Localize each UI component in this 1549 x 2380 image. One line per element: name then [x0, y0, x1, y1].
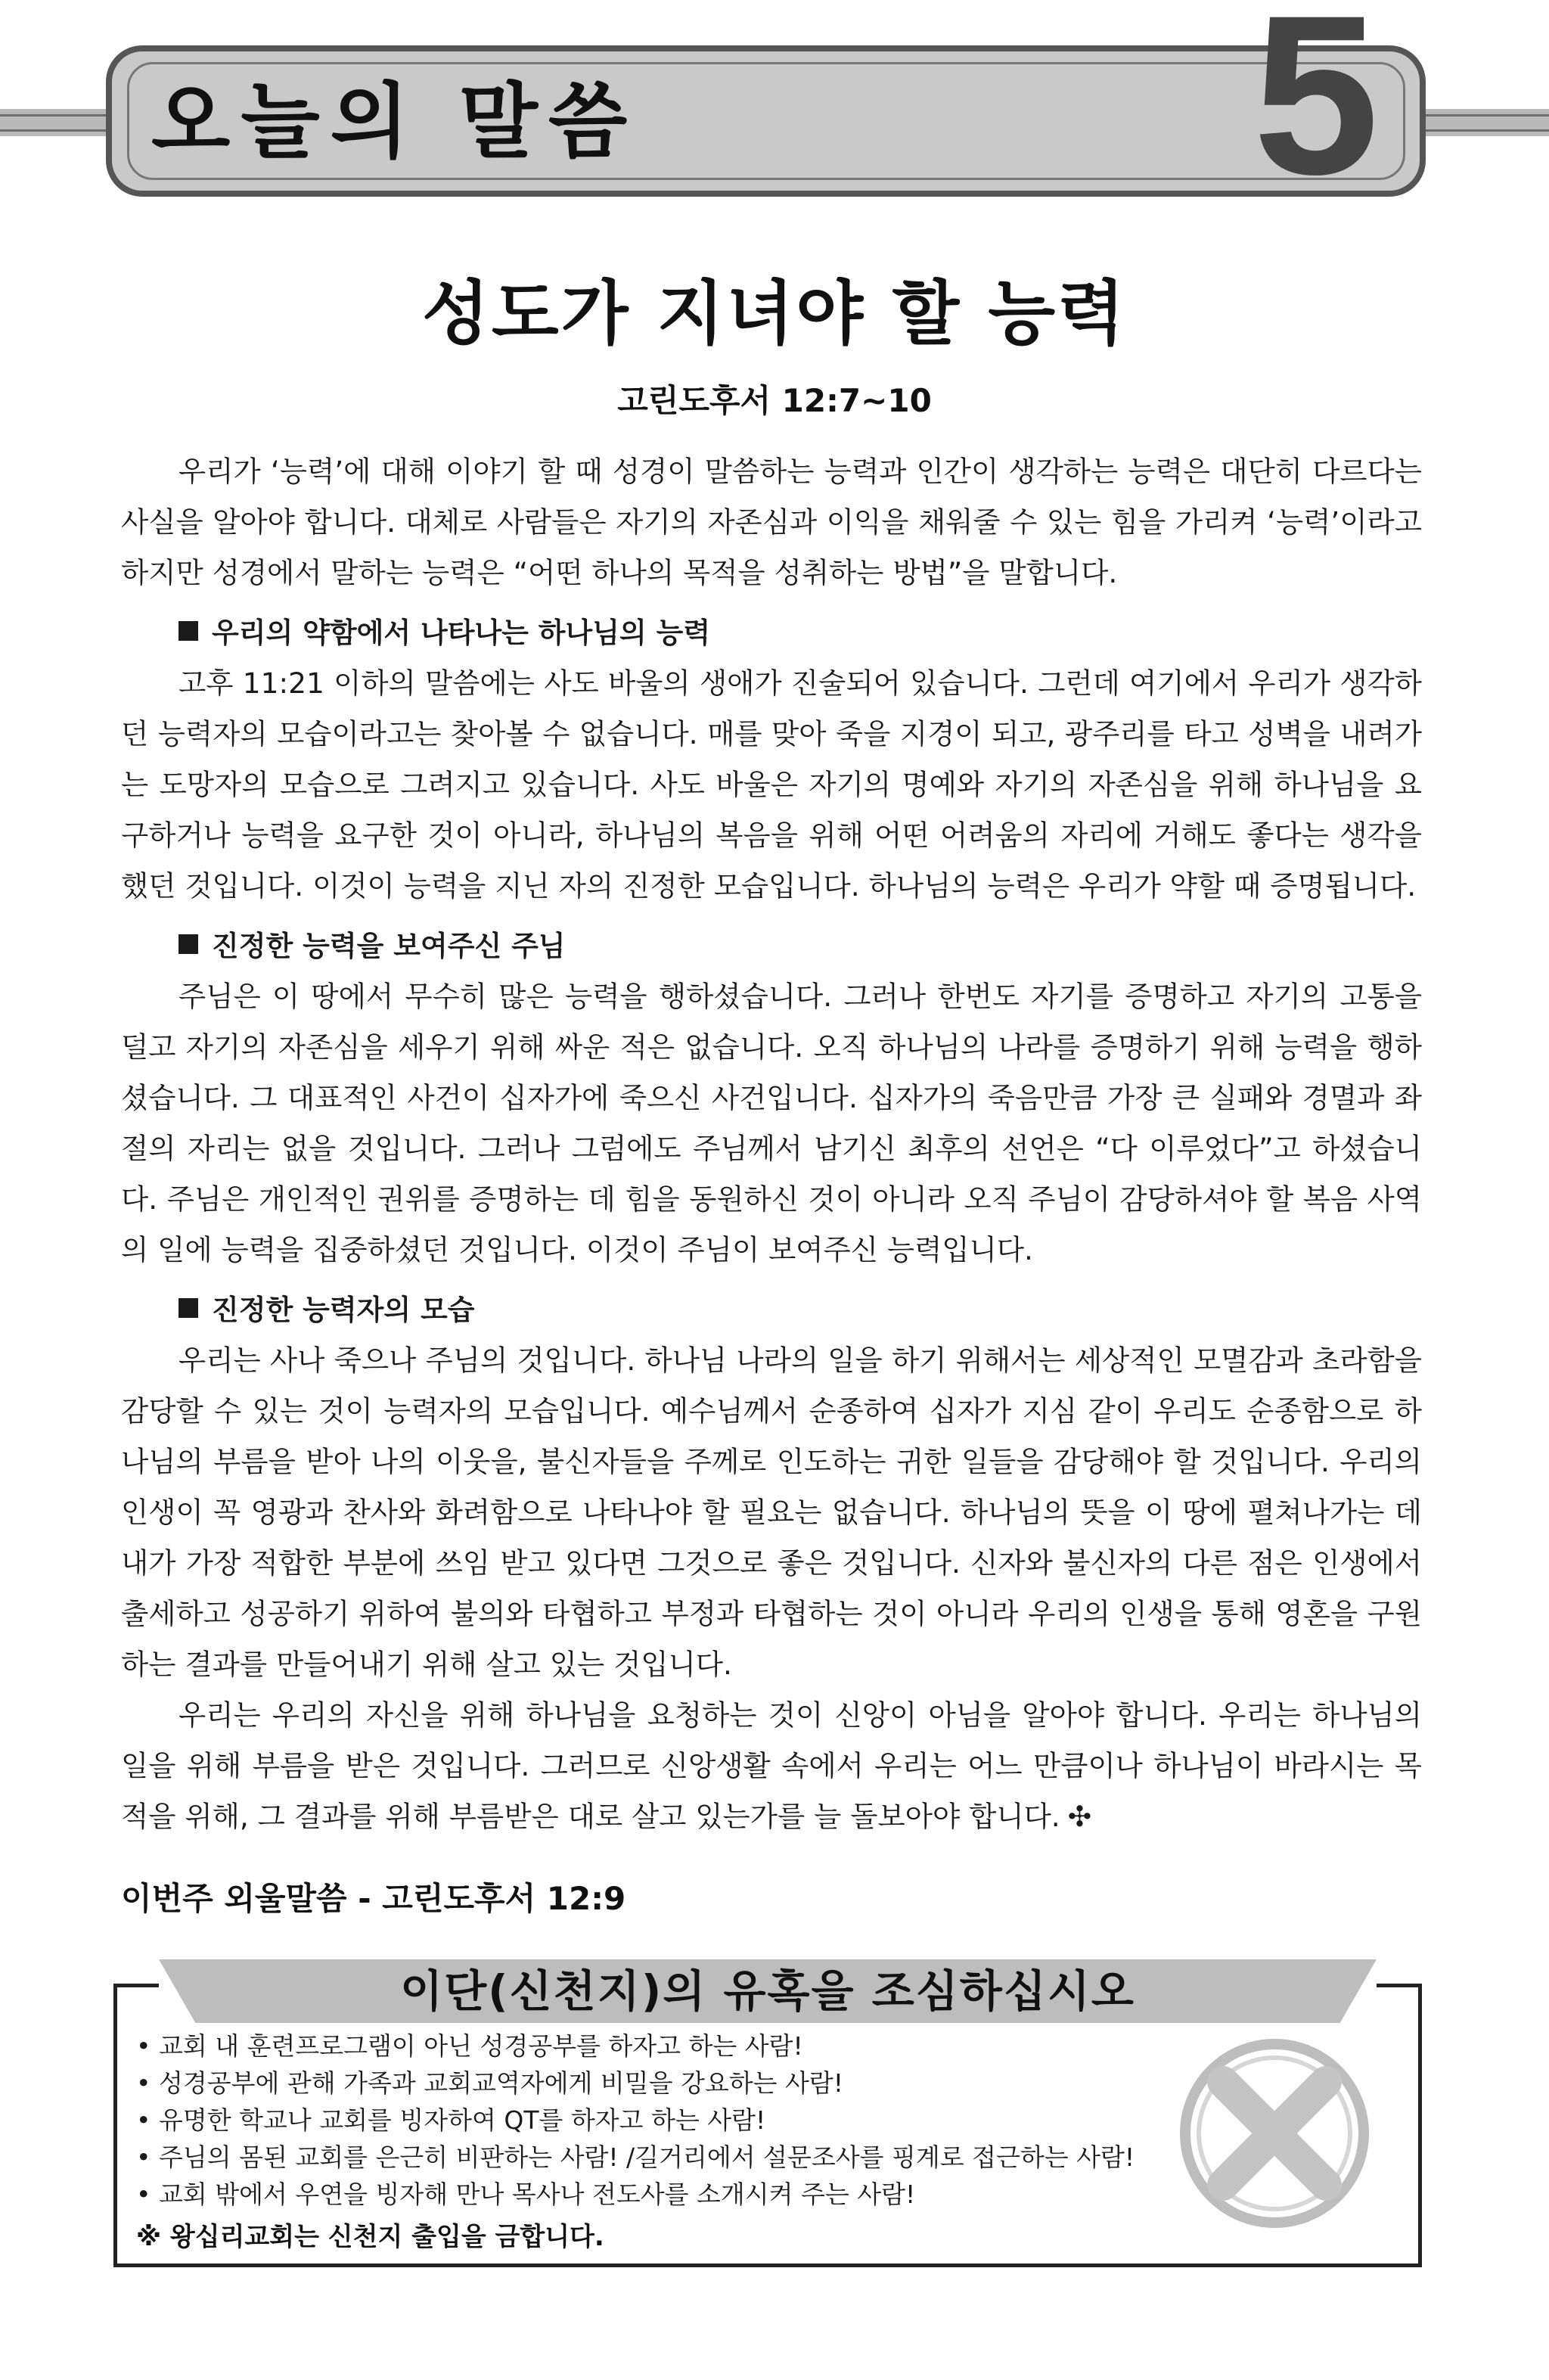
section-heading-text: 진정한 능력을 보여주신 주님 [212, 930, 566, 962]
square-bullet-icon [178, 934, 198, 954]
section-heading-1 [121, 607, 1422, 658]
warning-item: • 유명한 학교나 교회를 빙자하여 QT를 하자고 하는 사람! [136, 2102, 1392, 2139]
square-bullet-icon [178, 621, 198, 641]
section-3-paragraph-1: 우리는 사나 죽으나 주님의 것입니다. 하나님 나라의 일을 하기 위해서는 세상적인 모멸감과 초라함을 감당할 수 있는 것이 능력자의 모습입니다. 예수님께서 순종하여 십자가 지심 같이 우리도 순종함으로 하나님의 부름을 받아 나의 이웃을, 불신자들을 주께로 인도하는 귀한 일들을 감당해야 할 것입니다. 우리의 인생이 꼭 영광과 찬사와 화려함으로 나타나야 할 필요는 없습니다. 하나님의 뜻을 이 땅에 펼쳐나가는 데 내가 가장 적합한 부분에 쓰임 받고 있다면 그것으로 좋은 것입니다. 신자와 불신자의 다른 점은 인생에서 출세하고 성공하기 위하여 불의와 타협하고 부정과 타협하는 것이 아니라 우리의 인생을 통해 영혼을 구원하는 결과를 만들어내기 위해 살고 있는 것입니다. [121, 1344, 1422, 1681]
section-2-paragraph: 주님은 이 땅에서 무수히 많은 능력을 행하셨습니다. 그러나 한번도 자기를 증명하고 자기의 고통을 덜고 자기의 자존심을 세우기 위해 싸운 적은 없습니다. 오직 하나님의 나라를 증명하기 위해 능력을 행하셨습니다. 그 대표적인 사건이 십자가에 죽으신 사건입니다. 십자가의 죽음만큼 가장 큰 실패와 경멸과 좌절의 자리는 없을 것입니다. 그러나 그럼에도 주님께서 남기신 최후의 선언은 “다 이루었다”고 하셨습니다. 주님은 개인적인 권위를 증명하는 데 힘을 동원하신 것이 아니라 오직 주님이 감당하셔야 할 복음 사역의 일에 능력을 집중하셨던 것입니다. 이것이 주님이 보여주신 능력입니다. [121, 980, 1422, 1266]
warning-box-top-left [113, 1984, 159, 1987]
intro-paragraph: 우리가 ‘능력’에 대해 이야기 할 때 성경이 말씀하는 능력과 인간이 생각하는 능력은 대단히 다르다는 사실을 알아야 합니다. 대체로 사람들은 자기의 자존심과 이익을 채워줄 수 있는 힘을 가리켜 ‘능력’이라고 하지만 성경에서 말하는 능력은 “어떤 하나의 목적을 성취하는 방법”을 말합니다. [121, 455, 1422, 589]
warning-item: • 주님의 몸된 교회를 은근히 비판하는 사람! /길거리에서 설문조사를 핑계로 접근하는 사람! [136, 2139, 1392, 2176]
section-heading-text: 우리의 약함에서 나타나는 하나님의 능력 [212, 617, 711, 649]
sermon-title: 성도가 지녀야 할 능력 [422, 273, 1127, 354]
sermon-body [121, 446, 1422, 1842]
warning-box-top-right [1377, 1984, 1422, 1987]
section-title: 오늘의 말씀 [151, 75, 638, 169]
section-3-paragraph-2 [121, 1690, 1422, 1842]
warning-title: 이단(신천지)의 유혹을 조심하십시오 [400, 1965, 1135, 2017]
warning-item: • 교회 밖에서 우연을 빙자해 만나 목사나 전도사를 소개시켜 주는 사람! [136, 2176, 1392, 2213]
section-heading-3 [121, 1285, 1422, 1335]
closing-text: 우리는 우리의 자신을 위해 하나님을 요청하는 것이 신앙이 아님을 알아야 합니다. 우리는 하나님의 일을 위해 부름을 받은 것입니다. 그러므로 신앙생활 속에서 우리는 어느 만큼이나 하나님이 바라시는 목적을 위해, 그 결과를 위해 부름받은 대로 살고 있는가를 늘 돌보아야 합니다. [121, 1698, 1422, 1833]
end-mark-icon: ✣ [1067, 1800, 1092, 1833]
page-number: 5 [1253, 0, 1380, 222]
warning-list [136, 2027, 1392, 2213]
square-bullet-icon [178, 1298, 198, 1318]
warning-item: • 성경공부에 관해 가족과 교회교역자에게 비밀을 강요하는 사람! [136, 2065, 1392, 2102]
scripture-reference: 고린도후서 12:7~10 [617, 382, 932, 419]
church-notice: ※ 왕십리교회는 신천지 출입을 금합니다. [136, 2222, 604, 2252]
memory-verse: 이번주 외울말씀 - 고린도후서 12:9 [121, 1880, 626, 1917]
warning-item: • 교회 내 훈련프로그램이 아닌 성경공부를 하자고 하는 사람! [136, 2027, 1392, 2065]
section-heading-2 [121, 921, 1422, 971]
section-1-paragraph: 고후 11:21 이하의 말씀에는 사도 바울의 생애가 진술되어 있습니다. 그런데 여기에서 우리가 생각하던 능력자의 모습이라고는 찾아볼 수 없습니다. 매를 맞아 죽을 지경이 되고, 광주리를 타고 성벽을 내려가는 도망자의 모습으로 그려지고 있습니다. 사도 바울은 자기의 명예와 자기의 자존심을 위해 하나님을 요구하거나 능력을 요구한 것이 아니라, 하나님의 복음을 위해 어떤 어려움의 자리에 거해도 좋다는 생각을 했던 것입니다. 이것이 능력을 지닌 자의 진정한 모습입니다. 하나님의 능력은 우리가 약할 때 증명됩니다. [121, 666, 1422, 903]
section-heading-text: 진정한 능력자의 모습 [212, 1294, 475, 1326]
